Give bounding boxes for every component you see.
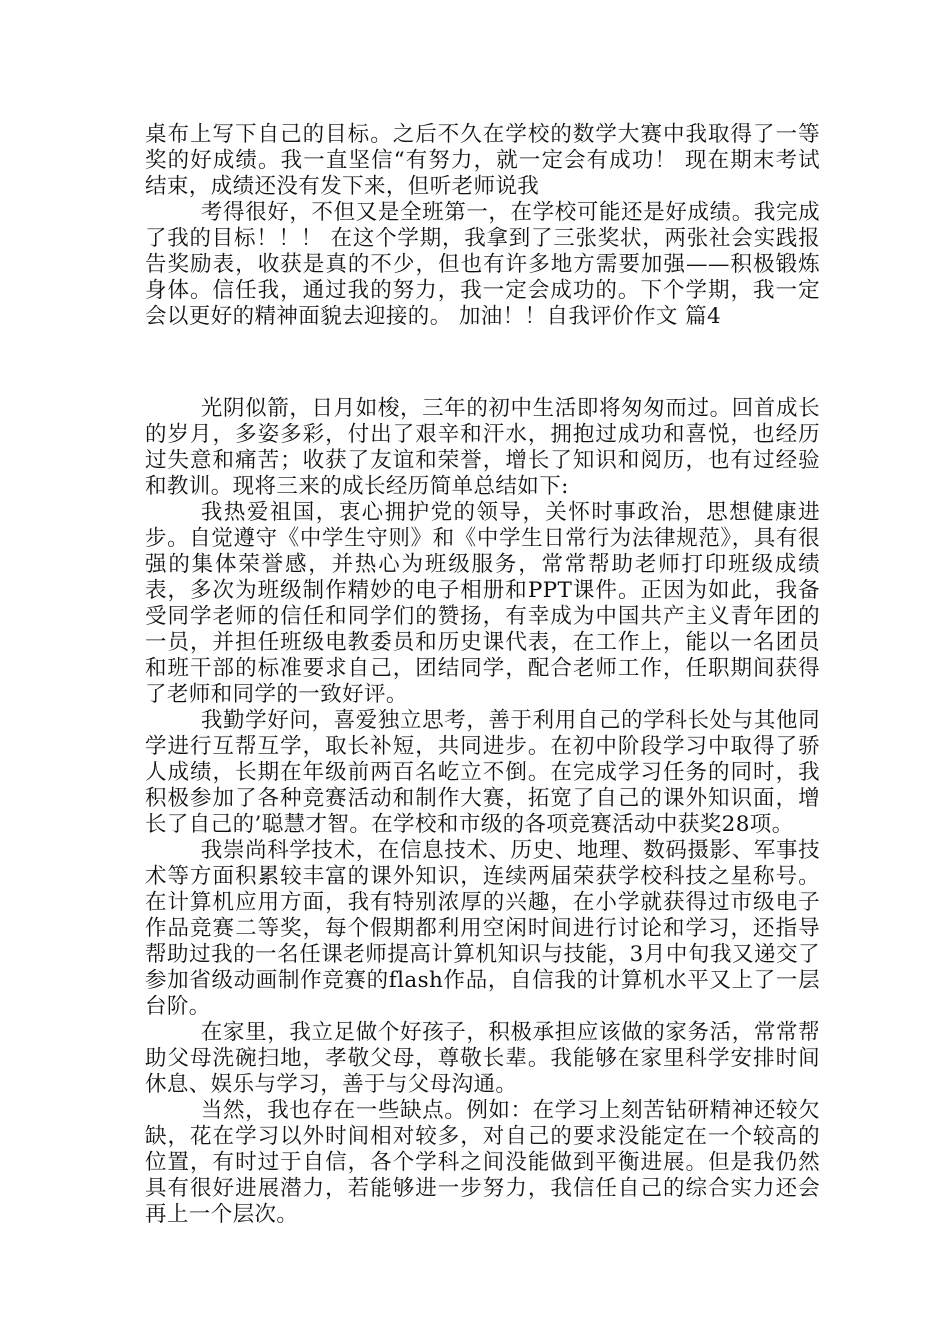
main-text-section bbox=[145, 396, 820, 1228]
paragraph-technology: 我崇尚科学技术，在信息技术、历史、地理、数码摄影、军事技术等方面积累较丰富的课外知识，连续两届荣获学校科技之星称号。在计算机应用方面，我有特别浓厚的兴趣，在小学就获得过市级电子作品竞赛二等奖，每个假期都利用空闲时间进行讨论和学习，还指导帮助过我的一名任课老师提高计算机知识与技能，3月中旬我又递交了参加省级动画制作竞赛的flash作品，自信我的计算机水平又上了一层台阶。 bbox=[145, 838, 820, 1019]
top-text-section bbox=[145, 122, 820, 330]
paragraph-intro: 光阴似箭，日月如梭，三年的初中生活即将匆匆而过。回首成长的岁月，多姿多彩，付出了艰辛和汗水，拥抱过成功和喜悦，也经历过失意和痛苦；收获了友谊和荣誉，增长了知识和阅历，也有过经验和教训。现将三来的成长经历简单总结如下: bbox=[145, 396, 820, 499]
paragraph-semester-summary: 考得很好，不但又是全班第一，在学校可能还是好成绩。我完成了我的目标！！！ 在这个学期，我拿到了三张奖状，两张社会实践报告奖励表，收获是真的不少，但也有许多地方需要加强——积极锻炼身体。信任我，通过我的努力，我一定会成功的。下个学期，我一定会以更好的精神面貌去迎接的。 加油！！自我评价作文 篇4 bbox=[145, 200, 820, 329]
paragraph-study: 我勤学好问，喜爱独立思考，善于利用自己的学科长处与其他同学进行互帮互学，取长补短，共同进步。在初中阶段学习中取得了骄人成绩，长期在年级前两百名屹立不倒。在完成学习任务的同时，我积极参加了各种竞赛活动和制作大赛，拓宽了自己的课外知识面，增长了自己的’聪慧才智。在学校和市级的各项竞赛活动中获奖28项。 bbox=[145, 708, 820, 837]
paragraph-family: 在家里，我立足做个好孩子，积极承担应该做的家务活，常常帮助父母洗碗扫地，孝敬父母，尊敬长辈。我能够在家里科学安排时间休息、娱乐与学习，善于与父母沟通。 bbox=[145, 1020, 820, 1097]
paragraph-shortcomings: 当然，我也存在一些缺点。例如：在学习上刻苦钻研精神还较欠缺，花在学习以外时间相对较多，对自己的要求没能定在一个较高的位置，有时过于自信，各个学科之间没能做到平衡进展。但是我仍然具有很好进展潜力，若能够进一步努力，我信任自己的综合实力还会再上一个层次。 bbox=[145, 1098, 820, 1227]
paragraph-continuation: 桌布上写下自己的目标。之后不久在学校的数学大赛中我取得了一等奖的好成绩。我一直坚信“有努力，就一定会有成功！ 现在期末考试结束，成绩还没有发下来，但听老师说我 bbox=[145, 122, 820, 199]
paragraph-patriotism: 我热爱祖国，衷心拥护党的领导，关怀时事政治，思想健康进步。自觉遵守《中学生守则》和《中学生日常行为法律规范》，具有很强的集体荣誉感，并热心为班级服务，常常帮助老师打印班级成绩表，多次为班级制作精妙的电子相册和PPT课件。正因为如此，我备受同学老师的信任和同学们的赞扬，有幸成为中国共产主义青年团的一员，并担任班级电教委员和历史课代表，在工作上，能以一名团员和班干部的标准要求自己，团结同学，配合老师工作，任职期间获得了老师和同学的一致好评。 bbox=[145, 500, 820, 707]
